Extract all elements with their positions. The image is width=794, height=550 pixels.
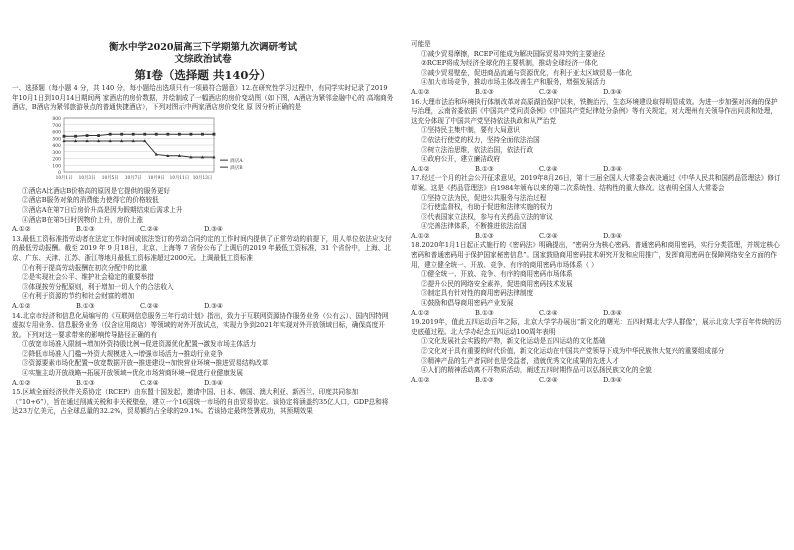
question-17 xyxy=(411,174,782,241)
answer-option[interactable]: B.①③ xyxy=(475,375,494,384)
exam-subtitle: 文综政治试卷 xyxy=(174,54,232,65)
answer-option[interactable]: A.①② xyxy=(411,231,430,240)
q12-statement: ④酒店B在第5日时因物价上升，房价上涨 xyxy=(22,215,144,224)
answer-option[interactable]: D.③④ xyxy=(204,301,223,310)
chart-svg xyxy=(40,114,250,186)
answer-option[interactable]: C.②④ xyxy=(539,164,558,173)
answer-option[interactable]: C.②④ xyxy=(539,231,558,240)
q17-statement: ①坚持立法为民，促进公共服务与法治过程 xyxy=(421,193,547,202)
answer-option[interactable]: D.③④ xyxy=(204,378,223,387)
q15-stem: 15.区域全面经济伙伴关系协定（RCEP）由东盟十国发起，邀请中国、日本、韩国、澳大利亚、新西兰、印度共同参加（“10+6”），旨在通过削减关税和非关税壁垒，建立一个16国统一市场的自由贸易协定。该协定将涵盖约35亿人口，GDP总和将达23万亿美元，占全球总量的32.2%，贸易额约占全球的29.1%。若该协定最终签署成功，其预期效果 xyxy=(12,388,389,416)
left-column xyxy=(12,0,394,417)
q12-statement: ③酒店A在第7日后房价升高是因为假期结束后需求上升 xyxy=(22,205,183,214)
data-point xyxy=(109,133,112,136)
answer-option[interactable]: A.①② xyxy=(411,164,430,173)
data-point xyxy=(190,133,193,136)
answer-option[interactable]: D.③④ xyxy=(204,225,223,234)
q15-stem: 可能是 xyxy=(411,40,431,48)
q17-statement: ④完善法律体系，不断推进依法治国 xyxy=(421,222,527,231)
y-tick-label: 700 xyxy=(52,123,61,129)
q16-statement: ③树立法治思维，依法治国，依法行政 xyxy=(421,145,534,154)
data-point xyxy=(120,133,123,136)
data-point xyxy=(155,133,158,136)
y-tick-label: 800 xyxy=(52,116,61,122)
q13-choices xyxy=(12,302,394,312)
answer-option[interactable]: A.①② xyxy=(12,378,31,387)
q14-stem: 14.北京市经济和信息化局编写的《互联网信息服务三年行动计划》指出，致力于互联网资源协作服务业务（公有云）、国内因特网虚拟专用业务、信息服务业务（仅含应用商店）等领域的对外开放试点，实现力争到2021年实现对外开放领域目标，确保高度开放。下列对这一要求带来的影响传导路径正确的有 xyxy=(12,311,389,339)
q18-statement: ②提升公民的网络安全素养，促进商用密码技术发展 xyxy=(421,279,573,288)
y-tick-label: 300 xyxy=(52,150,61,156)
q16-statement: ①坚持民主集中制，要有大局意识 xyxy=(421,126,520,135)
section-intro: 一、选择题（每小题 4 分，共 140 分，每小题给出选项只有一项最符合题意）12.在研究性学习过程中，有同学实时记录了2019年10月1日到10月14日期间两 家酒店的房价数据，并绘制成了一幅酒店的房价变动图（如下图，A酒店为紧邻金融中心的 高端商务酒店，B酒店为紧邻旅游景点的普通快捷酒店），下列对图示中两家酒店房价变化 原 因分析正确的是 xyxy=(12,84,394,112)
question-19 xyxy=(411,318,782,385)
data-point xyxy=(143,133,146,136)
legend-label: 酒店B xyxy=(230,165,243,171)
x-tick-label: 10月11日 xyxy=(169,175,190,181)
answer-option[interactable]: D.③④ xyxy=(603,308,622,317)
question-13 xyxy=(12,235,394,312)
answer-option[interactable]: D.③④ xyxy=(603,164,622,173)
y-tick-label: 600 xyxy=(52,130,61,136)
x-tick-label: 10月13日 xyxy=(192,175,213,181)
q14-statement: ①放宽市场准入限制→增加外资持股比例→促进资源优化配置→激发市场主体活力 xyxy=(22,340,257,349)
x-tick-label: 10月3日 xyxy=(78,175,96,181)
data-point xyxy=(63,135,66,138)
data-point xyxy=(178,133,181,136)
q14-statement: ②降低市场准入门槛→外资大规模进入→增强市场活力→推动行业竞争 xyxy=(22,349,224,358)
question-15 xyxy=(12,388,394,417)
answer-option[interactable]: C.②④ xyxy=(140,301,159,310)
question-12-options xyxy=(12,187,394,235)
data-point xyxy=(201,133,204,136)
q19-statement: ①文化发展社会实践的产物，新文化运动是五四运动的文化基础 xyxy=(421,337,606,346)
q17-stem: 17.经过一个月的社会公开征求意见，2019年8月26日，第十三届全国人大常委会表决通过《中华人民共和国药品管理法》修订草案。这是《药品管理法》自1984年颁布以来的第二次系统性、结构性的重大修改。这表明全国人大常委会 xyxy=(411,174,781,192)
answer-option[interactable]: C.②④ xyxy=(539,87,558,96)
x-tick-label: 10月7日 xyxy=(124,175,142,181)
q19-stem: 19.2019年，值此五四运动百年之际，北京大学学办展出“新文化的曙光：五四时期北大学人群像”，展示北京大学百年传统的历史底蕴过程。北大学办纪念五四运动100周年表明 xyxy=(411,318,782,336)
q18-choices xyxy=(411,309,782,319)
part-title: 第Ⅰ卷（选择题 共140分） xyxy=(134,68,272,82)
q18-stem: 18.2020年1月1日起正式施行的《密码法》明确提出，“密码分为核心密码、普通密码和商用密码，实行分类管理，并规定核心密码和普通密码用于保护国家秘密信息”。国家鼓励商用密码技术研究开发和应用推广，发挥商用密码在保障网络安全方面的作用，建立健全统一、开放、竞争、有序的商用密码市场体系（ ） xyxy=(411,241,780,269)
q12-statement: ①酒店A比酒店B价格高的原因是它提供的服务更好 xyxy=(22,186,171,195)
x-tick-label: 10月9日 xyxy=(147,175,165,181)
q15-statement: ①减少贸易摩擦，RCEP可能成为解决国际贸易冲突的主要途径 xyxy=(421,49,606,58)
answer-option[interactable]: D.③④ xyxy=(603,87,622,96)
answer-option[interactable]: D.③④ xyxy=(603,375,622,384)
question-14 xyxy=(12,312,394,389)
q18-statement: ③制定具有针对性的商用密码法律制度 xyxy=(421,289,534,298)
q16-stem: 16.大理市法治和环境执行体制改革对高原湖泊保护以来，铁腕治污，生态环境建设取得明显成效。为进一步加强对洱海的保护与治理，云南省委依据《中国共产党问责条例》《中国共产党纪律处分条例》等有关规定，对大理州有关领导作出问责和处理，这充分体现了中国共产党坚持依法执政和从严治党 xyxy=(411,97,778,125)
answer-option[interactable]: A.①② xyxy=(411,308,430,317)
q19-choices xyxy=(411,376,782,386)
q16-statement: ②依法行使党的权力，坚持全面依法治国 xyxy=(421,135,540,144)
q15-choices xyxy=(411,88,782,98)
series-line-b xyxy=(64,141,214,157)
question-16 xyxy=(411,98,782,175)
hotel-price-chart xyxy=(40,114,250,186)
answer-option[interactable]: B.①③ xyxy=(475,231,494,240)
data-point xyxy=(86,134,89,137)
answer-option[interactable]: B.①③ xyxy=(475,308,494,317)
answer-option[interactable]: C.②④ xyxy=(140,378,159,387)
q15-statement: ②RCEP将成为经济全球化的主要机制，推动全球经济一体化 xyxy=(421,59,598,68)
q13-statement: ②是实现社会公平、维护社会稳定的重要举措 xyxy=(22,273,154,282)
q19-statement: ④人们的精神活动离不开物质活动，阐述五四时期作品可以弘扬民族文化的全貌 xyxy=(421,366,652,375)
answer-option[interactable]: B.①③ xyxy=(76,378,95,387)
q15-statement: ③减少贸易壁垒，促进商品流通与资源优化，有利于亚太区域贸易一体化 xyxy=(421,68,632,77)
answer-option[interactable]: B.①③ xyxy=(475,164,494,173)
answer-option[interactable]: B.①③ xyxy=(475,87,494,96)
answer-option[interactable]: C.②④ xyxy=(140,225,159,234)
y-tick-label: 200 xyxy=(52,157,61,163)
x-tick-label: 10月5日 xyxy=(101,175,119,181)
answer-option[interactable]: B.①③ xyxy=(76,301,95,310)
data-point xyxy=(213,133,216,136)
data-point xyxy=(166,133,169,136)
answer-option[interactable]: A.①② xyxy=(411,375,430,384)
x-tick-label: 10月1日 xyxy=(55,175,73,181)
answer-option[interactable]: B.①③ xyxy=(76,225,95,234)
q13-statement: ④有利于资源的节约和社会财富的增加 xyxy=(22,292,135,301)
question-15-continued xyxy=(411,40,782,98)
q12-statement: ②酒店B服务对象的消费能力使得它的价格较低 xyxy=(22,196,159,205)
q19-statement: ③精神产品的生产者同时也是受益者，造就优秀文化成果的先进人才 xyxy=(421,356,619,365)
q14-choices xyxy=(12,379,394,389)
q14-statement: ④实施主动开放战略→拓展开放领域→优化市场营商环境→促进行业健康发展 xyxy=(22,369,243,378)
q16-choices xyxy=(411,165,782,175)
right-column xyxy=(411,40,782,385)
answer-option[interactable]: A.①② xyxy=(12,225,31,234)
q12-choices xyxy=(12,225,394,235)
answer-option[interactable]: C.②④ xyxy=(539,375,558,384)
q13-statement: ③体现按劳分配原则，利于增加一切人个的合法收入 xyxy=(22,282,174,291)
answer-option[interactable]: D.③④ xyxy=(603,231,622,240)
data-point xyxy=(132,133,135,136)
answer-option[interactable]: A.①② xyxy=(411,87,430,96)
q16-statement: ④政府公开，建立廉洁政府 xyxy=(421,155,501,164)
question-18 xyxy=(411,241,782,318)
q15-statement: ④加大市场竞争，推动市场主体改善生产和服务，增强发展活力 xyxy=(421,78,606,87)
exam-title: 衡水中学2020届高三下学期第九次调研考试 xyxy=(109,42,297,53)
y-tick-label: 500 xyxy=(52,137,61,143)
q18-statement: ①健全统一、开放、竞争、有序的商用密码市场体系 xyxy=(421,270,573,279)
q17-statement: ③代表国家立法权，参与有关药品立法的审议 xyxy=(421,212,553,221)
y-tick-label: 400 xyxy=(52,143,61,149)
q17-statement: ②行使监督权，有助于促进和法律实施的权力 xyxy=(421,203,553,212)
data-point xyxy=(97,134,100,137)
answer-option[interactable]: A.①② xyxy=(12,301,31,310)
answer-option[interactable]: C.②④ xyxy=(539,308,558,317)
q14-statement: ③资源要素市场化配置→放宽数据开放→推进建设→加快营业环境→推进贸易结构改革 xyxy=(22,359,269,368)
q18-statement: ④鼓励和倡导商用密码产业发展 xyxy=(421,299,514,308)
legend-label: 酒店A xyxy=(230,158,243,164)
q13-statement: ①有利于提高劳动报酬在初次分配中的比重 xyxy=(22,263,148,272)
y-tick-label: 0 xyxy=(58,170,61,176)
q19-statement: ②文化对于具有重要的时代价值，新文化运动在中国共产党领导下成为中华民族伟大复兴的重要组成部分 xyxy=(421,347,725,355)
data-point xyxy=(74,135,77,138)
q13-stem: 13.最低工资标准指劳动者在法定工作时间或依法签订的劳动合同约定的工作时间内提供了正常劳动的前提下，用人单位依法应支付的最低劳动报酬。截至 2019 年 9 月18日，北京、上海等 7 省份公布了上调后的2019 年最低工资标准，31 个省份中，上海、北京、广东、天津、江苏、浙江等地月最低工资标准超过2000元。上调最低工资标准 xyxy=(12,234,392,262)
y-tick-label: 100 xyxy=(52,164,61,170)
